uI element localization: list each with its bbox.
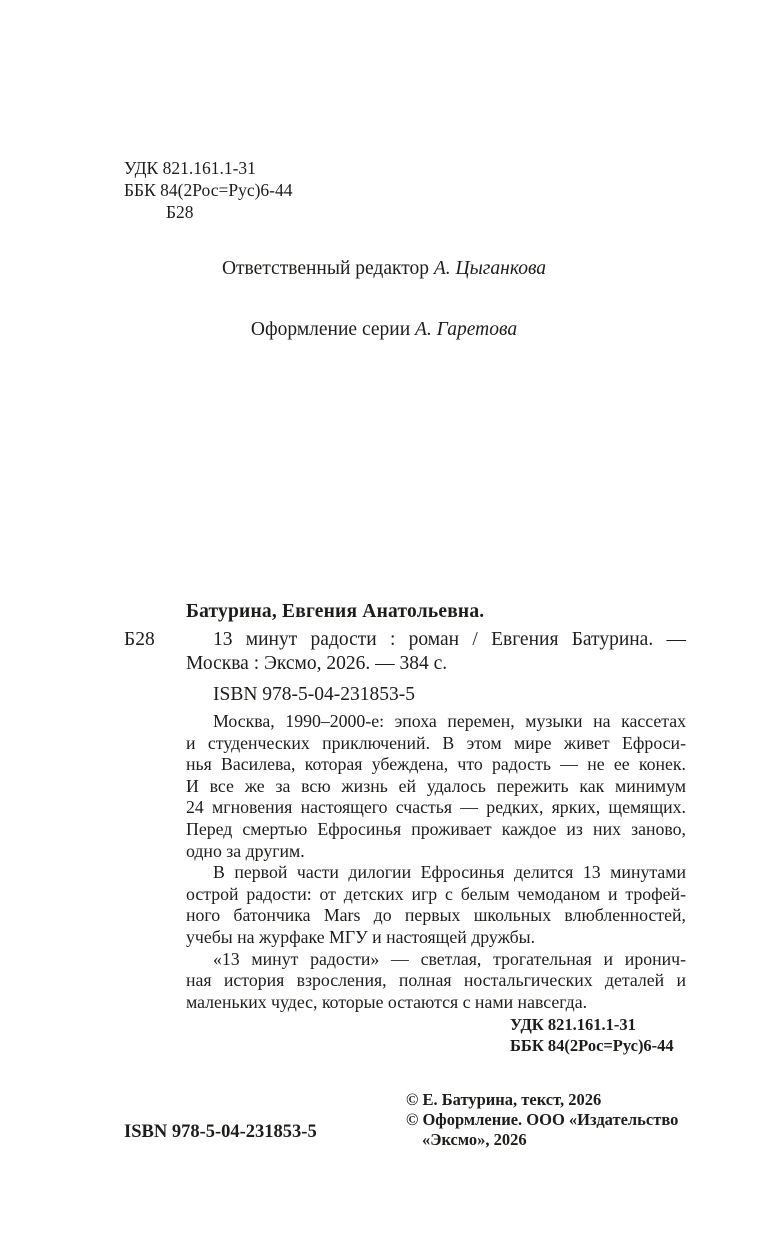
udk-code-top: УДК 821.161.1-31 — [124, 158, 256, 178]
annotation-line: ная история взросления, полная ностальгических деталей и — [186, 970, 686, 991]
bbk-code-bottom: ББК 84(2Рос=Рус)6-44 — [510, 1036, 674, 1055]
design-name: А. Гаретова — [415, 319, 518, 340]
bbk-code-top: ББК 84(2Рос=Рус)6-44 — [124, 180, 293, 200]
annotation-line: Москва, 1990–2000-е: эпоха перемен, музыки на кассетах — [213, 711, 686, 731]
classification-codes-bottom — [510, 1014, 674, 1056]
annotation-line: острой радости: от детских игр с белым чемоданом и трофей- — [186, 883, 686, 904]
udk-code-bottom: УДК 821.161.1-31 — [510, 1015, 636, 1034]
catalog-author: Батурина, Евгения Анатольевна. — [186, 601, 485, 622]
copyright-block — [406, 1090, 678, 1150]
catalog-title-line: Москва : Эксмо, 2026. — 384 с. — [186, 653, 448, 674]
copyright-text: © Е. Батурина, текст, 2026 — [406, 1090, 602, 1109]
annotation-line: одно за другим. — [186, 840, 305, 861]
annotation-line: Перед смертью Ефросинья проживает каждое из них заново, — [186, 818, 686, 839]
annotation-line: ного батончика Mars до первых школьных влюбленностей, — [186, 905, 686, 926]
design-role: Оформление серии — [250, 319, 411, 340]
catalog-shelf-mark: Б28 — [124, 629, 155, 650]
annotation — [186, 711, 686, 1013]
annotation-line: «13 минут радости» — светлая, трогательная и иронич- — [213, 948, 686, 969]
catalog-title-block — [186, 628, 686, 676]
editor-credit — [0, 257, 768, 281]
catalog-isbn: ISBN 978-5-04-231853-5 — [213, 684, 416, 705]
annotation-line: учебы на журфаке МГУ и настоящей дружбы. — [186, 926, 536, 947]
editor-name: А. Цыганкова — [433, 258, 547, 279]
annotation-line: И все же за всю жизнь ей удалось пережить как минимум — [186, 775, 686, 796]
annotation-line: 24 мгновения настоящего счастья — редких, ярких, щемящих. — [186, 797, 686, 818]
annotation-line: В первой части дилогии Ефросинья делится 13 минутами — [213, 862, 686, 883]
annotation-line: маленьких чудес, которые остаются с нами навсегда. — [186, 991, 588, 1012]
editor-role: Ответственный редактор — [221, 258, 429, 279]
catalog-title-line: 13 минут радости : роман / Евгения Батурина. — — [213, 629, 686, 650]
copyright-design: © Оформление. ООО «Издательство — [406, 1110, 679, 1129]
design-credit — [0, 318, 768, 342]
copyright-design-cont: «Эксмо», 2026 — [422, 1130, 527, 1149]
isbn-bottom: ISBN 978-5-04-231853-5 — [124, 1122, 317, 1142]
annotation-line: и студенческих приключений. В этом мире живет Ефроси- — [186, 732, 686, 753]
author-mark-top: Б28 — [166, 202, 194, 222]
annotation-line: нья Василева, которая убеждена, что радость — не ее конек. — [186, 754, 686, 775]
